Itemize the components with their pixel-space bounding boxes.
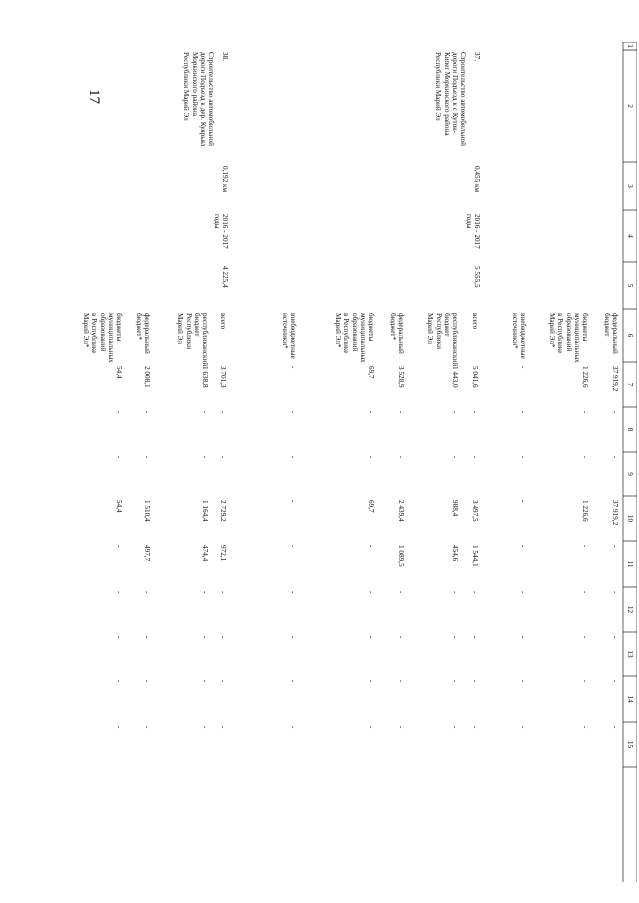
cell-value-col-8: - [367,411,375,414]
funding-source-label: бюджеты муниципальных образований в Республике Марий Эл* [334,313,375,363]
cell-value-col-14: - [201,680,209,683]
cell-value-col-10: 54,4 [115,500,123,513]
cell-value-col-13: - [289,636,297,639]
row-number: 38. [221,52,229,61]
cell-value-col-15: - [115,726,123,729]
funding-source-label: всего [219,313,227,330]
cell-value-col-7: 5 041,6 [471,366,479,388]
column-header-13: 13 [626,650,634,658]
funding-source-label: республиканский бюджет Республики Марий Эл [426,313,459,367]
cell-value-col-9: - [115,456,123,459]
cell-value-col-8: - [581,411,589,414]
cell-value-col-10: - [289,500,297,503]
cell-value-col-14: - [143,680,151,683]
cell-value-col-11: 972,1 [219,545,227,562]
page-number: 17 [86,89,102,104]
cell-value-col-13: - [115,636,123,639]
cell-value-col-12: - [611,591,619,594]
rotated-table [82,42,637,882]
length-value: 0,455 км [473,166,481,193]
cell-value-col-9: - [201,456,209,459]
cell-value-col-12: - [519,591,527,594]
funding-source-label: федеральный бюджет* [134,313,151,354]
funding-source-label: внебюджетные источники* [510,313,527,359]
object-name: Строительство автомобильной дороги Подъезд к дер. Куярьял Моркинского района Республики Марий Эл [182,52,215,147]
cell-value-col-7: - [519,366,527,369]
cell-value-col-11: - [611,545,619,548]
cell-value-col-11: - [367,545,375,548]
funding-source-label: всего [471,313,479,330]
length-value: 0,192 км [221,166,229,193]
cell-value-col-11: 474,4 [201,545,209,562]
cell-value-col-9: - [143,456,151,459]
cell-value-col-15: - [451,726,459,729]
cell-value-col-9: - [519,456,527,459]
object-name: Строительство автомобильной дороги Подъезд к с Куток- Киner Моркинского района Республики Марий Эл [434,52,467,146]
cell-value-col-11: 497,7 [143,545,151,562]
cell-value-col-11: 454,6 [451,545,459,562]
cell-value-col-8: - [519,411,527,414]
cell-value-col-9: - [581,456,589,459]
column-header-3: 3 [626,184,634,188]
cell-value-col-9: - [289,456,297,459]
cell-value-col-14: - [451,680,459,683]
cell-value-col-8: - [201,411,209,414]
cell-value-col-10: 69,7 [367,500,375,513]
cell-value-col-9: - [471,456,479,459]
cell-value-col-14: - [219,680,227,683]
cell-value-col-15: - [471,726,479,729]
cell-value-col-15: - [367,726,375,729]
column-header-10: 10 [626,514,634,523]
cell-value-col-8: - [143,411,151,414]
cell-value-col-14: - [289,680,297,683]
funding-source-label: федеральный бюджет [602,313,619,354]
cell-value-col-8: - [289,411,297,414]
cell-value-col-13: - [451,636,459,639]
cell-value-col-9: - [367,456,375,459]
cell-value-col-12: - [367,591,375,594]
cell-value-col-9: - [397,456,405,459]
cell-value-col-13: - [471,636,479,639]
funding-source-label: республиканский бюджет Республики Марий Эл [176,313,209,367]
cell-value-col-11: - [519,545,527,548]
cell-value-col-7: 69,7 [367,366,375,379]
cell-value-col-15: - [519,726,527,729]
cell-value-col-12: - [581,591,589,594]
cell-value-col-14: - [397,680,405,683]
column-header-9: 9 [626,472,634,476]
cell-value-col-10: - [519,500,527,503]
cell-value-col-7: 3 528,9 [397,366,405,388]
cell-value-col-15: - [219,726,227,729]
row-number: 37. [473,52,481,61]
cell-value-col-15: - [143,726,151,729]
column-header-14: 14 [626,695,634,703]
cell-value-col-11: - [581,545,589,548]
cell-value-col-12: - [397,591,405,594]
cell-value-col-7: - [289,366,297,369]
cell-value-col-12: - [115,591,123,594]
column-header-15: 15 [626,740,634,749]
cell-value-col-15: - [289,726,297,729]
column-header-11: 11 [626,560,634,568]
cell-value-col-8: - [451,411,459,414]
cell-value-col-14: - [581,680,589,683]
funding-source-label: бюджеты муниципальных образований в Республике Марий Эл* [82,313,123,363]
cell-value-col-13: - [611,636,619,639]
cost-value: 4 225,4 [221,266,229,288]
cell-value-col-8: - [397,411,405,414]
cell-value-col-11: 1 089,5 [397,545,405,567]
cell-value-col-9: - [219,456,227,459]
cell-value-col-13: - [143,636,151,639]
column-header-12: 12 [626,605,634,614]
cost-value: 5 555,5 [473,266,481,288]
cell-value-col-13: - [397,636,405,639]
cell-value-col-12: - [471,591,479,594]
cell-value-col-13: - [367,636,375,639]
funding-source-label: бюджеты муниципальных образований в Республике Марий Эл* [548,313,589,363]
column-header-1: 1 [626,44,634,48]
cell-value-col-14: - [367,680,375,683]
cell-value-col-11: - [289,545,297,548]
column-header-5: 5 [626,283,634,288]
column-header-4: 4 [626,234,634,238]
period-value: 2016 - 2017 годы [464,214,481,249]
cell-value-col-7: 54,4 [115,366,123,379]
cell-value-col-9: - [451,456,459,459]
cell-value-col-10: 37 919,2 [611,500,619,526]
cell-value-col-10: 1 164,4 [201,500,209,522]
cell-value-col-14: - [115,680,123,683]
period-value: 2016 - 2017 годы [212,214,229,249]
cell-value-col-8: - [611,411,619,414]
cell-value-col-7: 2 008,1 [143,366,151,388]
cell-value-col-7: 1 443,0 [451,366,459,388]
cell-value-col-15: - [201,726,209,729]
cell-value-col-12: - [289,591,297,594]
cell-value-col-10: 3 497,5 [471,500,479,522]
cell-value-col-11: 1 544,1 [471,545,479,567]
cell-value-col-12: - [143,591,151,594]
cell-value-col-7: 1 226,6 [581,366,589,388]
cell-value-col-15: - [581,726,589,729]
cell-value-col-8: - [219,411,227,414]
cell-value-col-7: 1 638,8 [201,366,209,388]
cell-value-col-10: 2 729,2 [219,500,227,522]
column-header-7: 7 [626,382,634,387]
column-header-6: 6 [626,333,634,338]
cell-value-col-12: - [201,591,209,594]
cell-value-col-13: - [581,636,589,639]
cell-value-col-14: - [471,680,479,683]
column-header-8: 8 [626,427,634,432]
cell-value-col-12: - [451,591,459,594]
cell-value-col-11: - [115,545,123,548]
funding-source-label: федеральный бюджет* [388,313,405,354]
column-header-2: 2 [626,104,634,108]
cell-value-col-7: 37 919,2 [611,366,619,392]
cell-value-col-10: 1 510,4 [143,500,151,522]
cell-value-col-7: 3 701,3 [219,366,227,388]
cell-value-col-12: - [219,591,227,594]
cell-value-col-13: - [519,636,527,639]
cell-value-col-8: - [471,411,479,414]
cell-value-col-10: 2 439,4 [397,500,405,522]
cell-value-col-15: - [397,726,405,729]
cell-value-col-14: - [611,680,619,683]
cell-value-col-14: - [519,680,527,683]
cell-value-col-15: - [611,726,619,729]
funding-source-label: внебюджетные источники* [280,313,297,359]
cell-value-col-9: - [611,456,619,459]
cell-value-col-10: 988,4 [451,500,459,517]
cell-value-col-10: 1 226,6 [581,500,589,522]
cell-value-col-13: - [201,636,209,639]
cell-value-col-13: - [219,636,227,639]
cell-value-col-8: - [115,411,123,414]
